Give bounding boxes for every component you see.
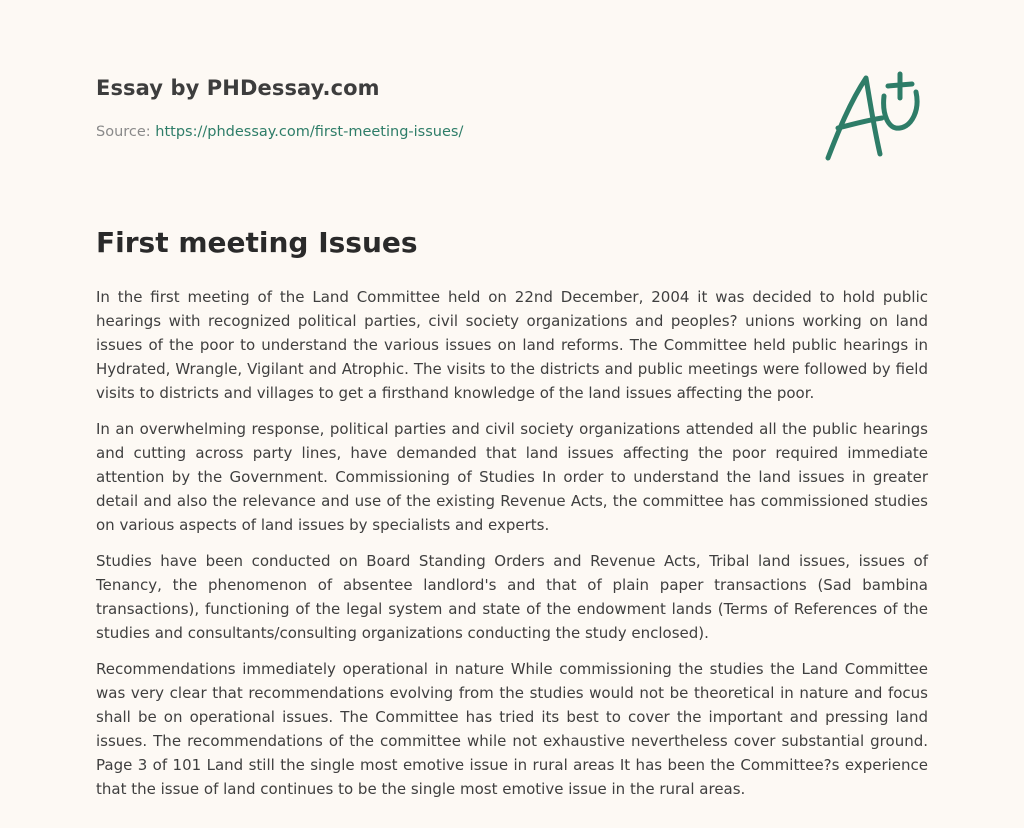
- essay-paragraph: Recommendations immediately operational in nature While commissioning the studies the Land Committee was very clear that recommendations evolving from the studies would not be theoretical in nature and focus shall be on operational issues. The Committee has tried its best to cover the important and pressing land issues. The recommendations of the committee while not exhaustive nevertheless cover substantial ground. Page 3 of 101 Land still the single most emotive issue in rural areas It has been the Committee?s experience that the issue of land continues to be the single most emotive issue in the rural areas.: [96, 660, 928, 798]
- source-link[interactable]: https://phdessay.com/first-meeting-issues/: [155, 124, 464, 140]
- site-title: Essay by PHDessay.com: [96, 76, 380, 100]
- a-plus-grade-icon: [824, 68, 928, 164]
- essay-page: [96, 0, 928, 828]
- source-line: [96, 124, 463, 140]
- essay-paragraph: In an overwhelming response, political parties and civil society organizations attended all the public hearings and cutting across party lines, have demanded that land issues affecting the poor required immediate attention by the Government. Commissioning of Studies In order to understand the land issues in greater detail and also the relevance and use of the existing Revenue Acts, the committee has commissioned studies on various aspects of land issues by specialists and experts.: [96, 420, 928, 534]
- essay-body: [96, 285, 928, 813]
- source-label: Source:: [96, 124, 156, 140]
- essay-title: First meeting Issues: [96, 226, 418, 259]
- essay-paragraph: Studies have been conducted on Board Standing Orders and Revenue Acts, Tribal land issues, issues of Tenancy, the phenomenon of absentee landlord's and that of plain paper transactions (Sad bambina transactions), functioning of the legal system and state of the endowment lands (Terms of References of the studies and consultants/consulting organizations conducting the study enclosed).: [96, 552, 928, 642]
- essay-paragraph: In the first meeting of the Land Committee held on 22nd December, 2004 it was decided to hold public hearings with recognized political parties, civil society organizations and peoples? unions working on land issues of the poor to understand the various issues on land reforms. The Committee held public hearings in Hydrated, Wrangle, Vigilant and Atrophic. The visits to the districts and public meetings were followed by field visits to districts and villages to get a firsthand knowledge of the land issues affecting the poor.: [96, 288, 928, 402]
